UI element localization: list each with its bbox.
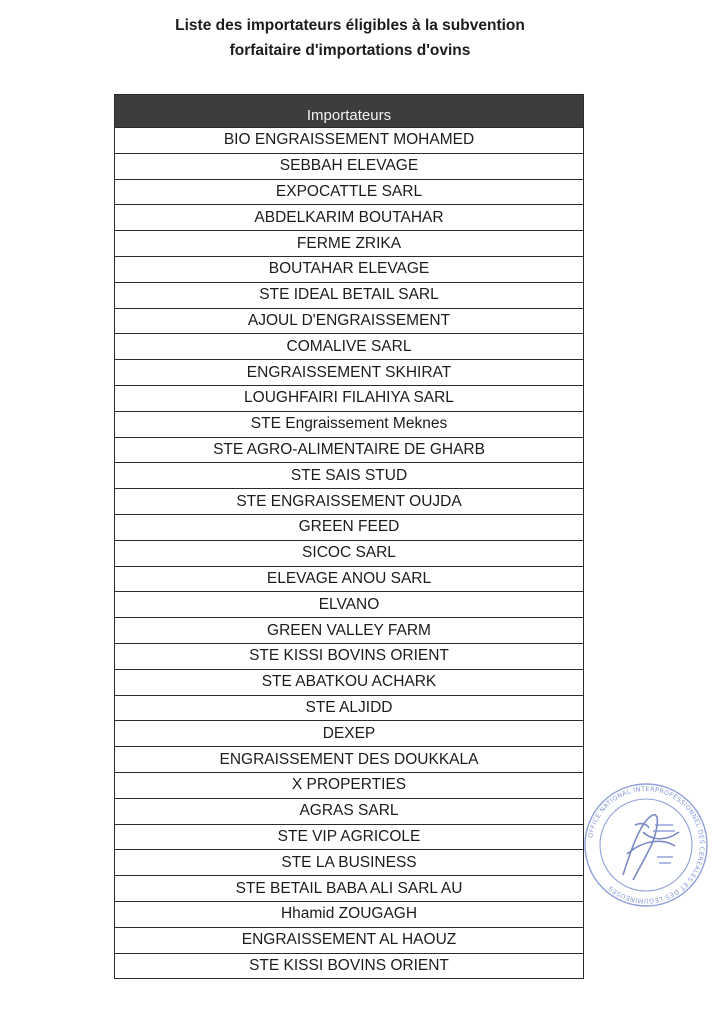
importer-name-cell: DEXEP <box>115 721 584 747</box>
table-row <box>115 592 584 618</box>
table-header-row <box>115 95 584 128</box>
column-header-importateurs: Importateurs <box>115 95 584 128</box>
importer-name-cell: GREEN VALLEY FARM <box>115 618 584 644</box>
importer-name-cell: LOUGHFAIRI FILAHIYA SARL <box>115 385 584 411</box>
table-row <box>115 308 584 334</box>
importers-table <box>114 94 584 979</box>
table-row <box>115 334 584 360</box>
table-row <box>115 695 584 721</box>
importer-name-cell: STE Engraissement Meknes <box>115 411 584 437</box>
table-row <box>115 901 584 927</box>
importer-name-cell: STE ALJIDD <box>115 695 584 721</box>
importer-name-cell: ELEVAGE ANOU SARL <box>115 566 584 592</box>
importer-name-cell: ELVANO <box>115 592 584 618</box>
table-row <box>115 669 584 695</box>
importer-name-cell: STE BETAIL BABA ALI SARL AU <box>115 876 584 902</box>
importer-name-cell: X PROPERTIES <box>115 772 584 798</box>
importer-name-cell: STE AGRO-ALIMENTAIRE DE GHARB <box>115 437 584 463</box>
table-body <box>115 128 584 979</box>
table-row <box>115 721 584 747</box>
importer-name-cell: AGRAS SARL <box>115 798 584 824</box>
table-row <box>115 876 584 902</box>
table-row <box>115 514 584 540</box>
importer-name-cell: STE ENGRAISSEMENT OUJDA <box>115 489 584 515</box>
importer-name-cell: GREEN FEED <box>115 514 584 540</box>
importer-name-cell: SEBBAH ELEVAGE <box>115 153 584 179</box>
table-row <box>115 747 584 773</box>
table-row <box>115 463 584 489</box>
importer-name-cell: BOUTAHAR ELEVAGE <box>115 256 584 282</box>
table-row <box>115 850 584 876</box>
table-row <box>115 953 584 979</box>
table-row <box>115 256 584 282</box>
table-row <box>115 128 584 154</box>
importer-name-cell: Hhamid ZOUGAGH <box>115 901 584 927</box>
importer-name-cell: STE LA BUSINESS <box>115 850 584 876</box>
importer-name-cell: AJOUL D'ENGRAISSEMENT <box>115 308 584 334</box>
table-row <box>115 411 584 437</box>
importer-name-cell: ENGRAISSEMENT AL HAOUZ <box>115 927 584 953</box>
title-line-2: forfaitaire d'importations d'ovins <box>229 42 471 59</box>
importer-name-cell: STE KISSI BOVINS ORIENT <box>115 643 584 669</box>
table-row <box>115 772 584 798</box>
svg-text:OFFICE NATIONAL INTERPROFESSIO <box>586 785 706 905</box>
importer-name-cell: ENGRAISSEMENT SKHIRAT <box>115 360 584 386</box>
table-row <box>115 385 584 411</box>
table-row <box>115 489 584 515</box>
table-row <box>115 282 584 308</box>
document-title <box>0 13 700 63</box>
table-row <box>115 618 584 644</box>
table-row <box>115 798 584 824</box>
table-row <box>115 153 584 179</box>
table-row <box>115 824 584 850</box>
official-stamp <box>583 780 709 910</box>
importer-name-cell: BIO ENGRAISSEMENT MOHAMED <box>115 128 584 154</box>
table-row <box>115 360 584 386</box>
table-row <box>115 231 584 257</box>
table-row <box>115 437 584 463</box>
table-row <box>115 540 584 566</box>
importer-name-cell: STE KISSI BOVINS ORIENT <box>115 953 584 979</box>
importer-name-cell: STE SAIS STUD <box>115 463 584 489</box>
table-row <box>115 643 584 669</box>
table-row <box>115 205 584 231</box>
table-row <box>115 179 584 205</box>
importer-name-cell: STE ABATKOU ACHARK <box>115 669 584 695</box>
importer-name-cell: EXPOCATTLE SARL <box>115 179 584 205</box>
importer-name-cell: ABDELKARIM BOUTAHAR <box>115 205 584 231</box>
importer-name-cell: ENGRAISSEMENT DES DOUKKALA <box>115 747 584 773</box>
stamp-text: OFFICE NATIONAL INTERPROFESSIONNEL DES CEREALES ET DES LEGUMINEUSES <box>586 784 707 906</box>
title-line-1: Liste des importateurs éligibles à la subvention <box>175 17 525 34</box>
importer-name-cell: FERME ZRIKA <box>115 231 584 257</box>
importer-name-cell: COMALIVE SARL <box>115 334 584 360</box>
importer-name-cell: STE IDEAL BETAIL SARL <box>115 282 584 308</box>
importer-name-cell: STE VIP AGRICOLE <box>115 824 584 850</box>
table-row <box>115 927 584 953</box>
importer-name-cell: SICOC SARL <box>115 540 584 566</box>
table-row <box>115 566 584 592</box>
